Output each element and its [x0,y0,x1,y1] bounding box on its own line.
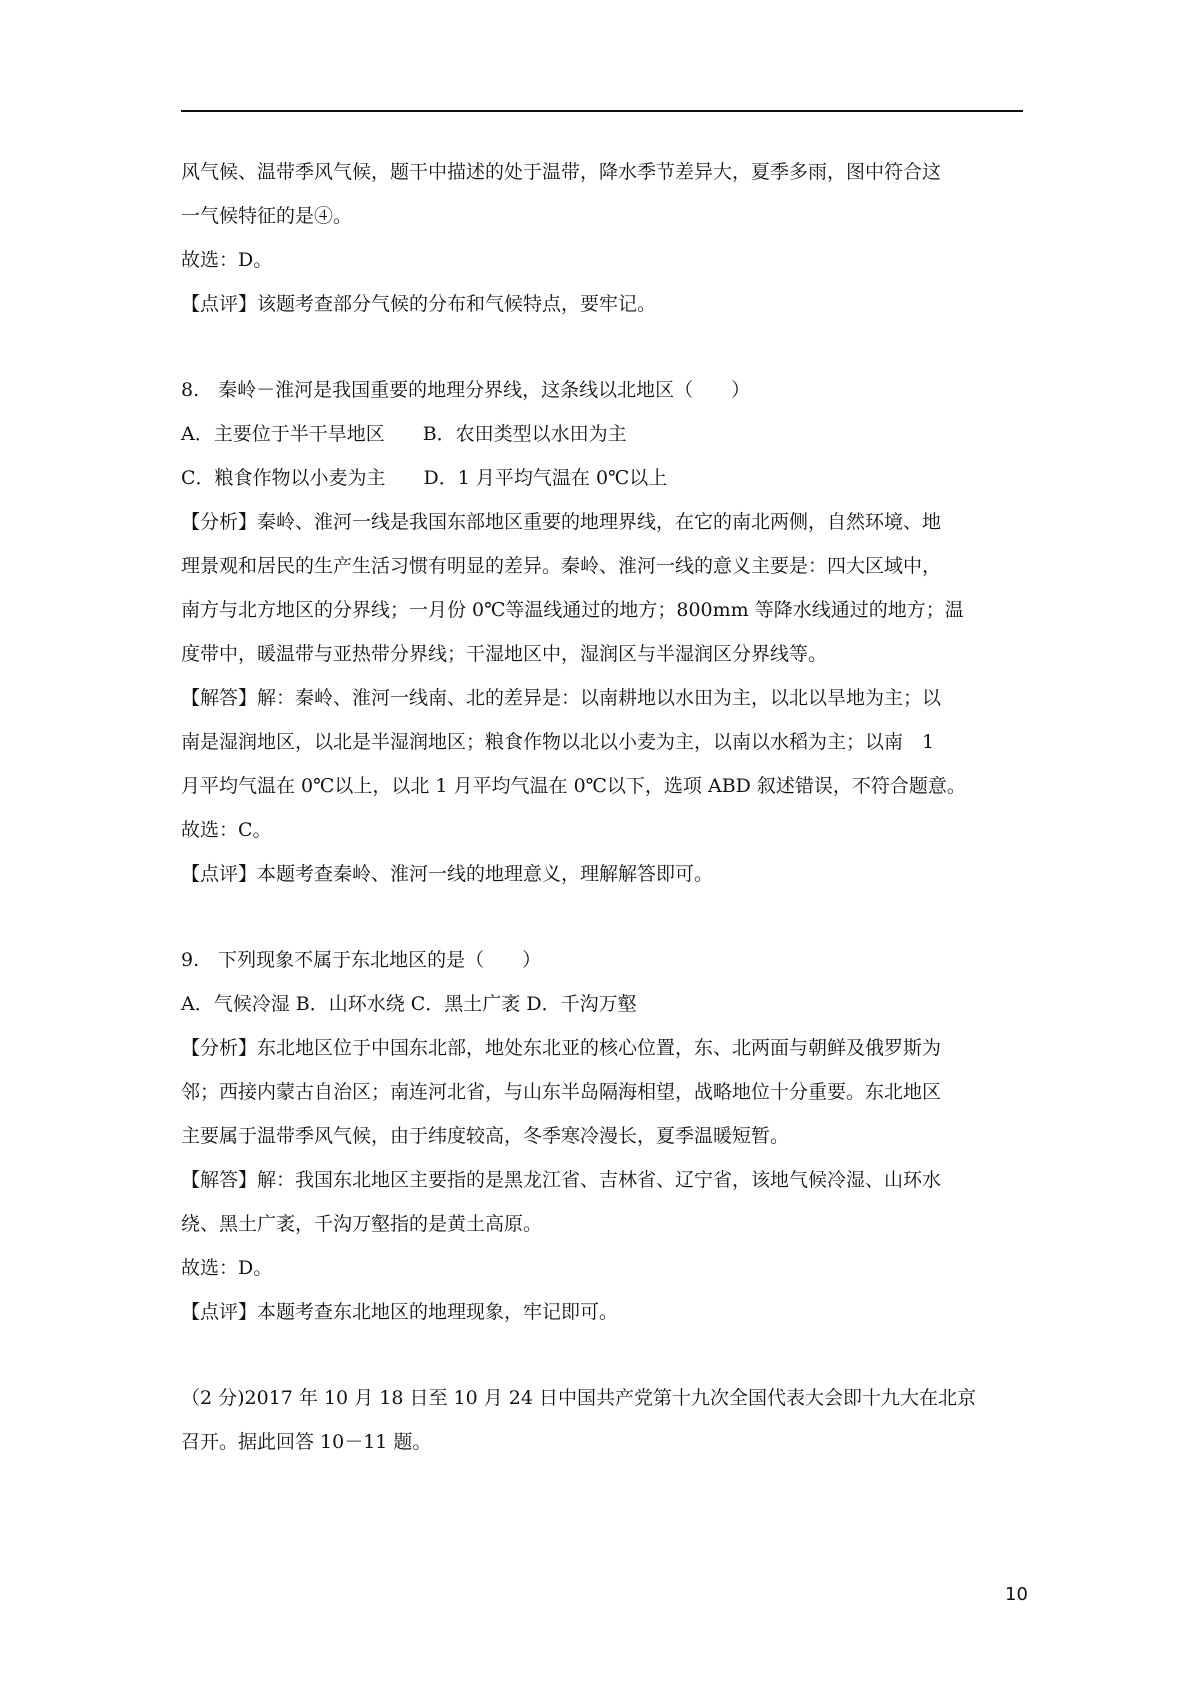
analysis-line: 理景观和居民的生产生活习惯有明显的差异。秦岭、淮河一线的意义主要是：四大区域中， [181,555,942,577]
question-stem: 9. 下列现象不属于东北地区的是（ ） [181,949,542,971]
intro-line: 召开。据此回答 10－11 题。 [181,1431,432,1453]
question-stem: 8. 秦岭－淮河是我国重要的地理分界线，这条线以北地区（ ） [181,379,751,401]
text-line: 一气候特征的是④。 [181,205,353,227]
options-line: A．气候冷湿 B．山环水绕 C．黑土广袤 D．千沟万壑 [181,993,637,1015]
analysis-line: 主要属于温带季风气候，由于纬度较高，冬季寒冷漫长，夏季温暖短暂。 [181,1125,790,1147]
solution-line: 【解答】解：我国东北地区主要指的是黑龙江省、吉林省、辽宁省，该地气候冷湿、山环水 [181,1169,942,1191]
comment-line: 【点评】本题考查东北地区的地理现象，牢记即可。 [181,1301,619,1323]
answer-choice: 故选：D。 [181,1257,273,1279]
header-rule [181,110,1023,112]
page-number: 10 [1005,1584,1028,1605]
question-9 [181,938,1026,1334]
analysis-line: 【分析】秦岭、淮河一线是我国东部地区重要的地理界线，在它的南北两侧，自然环境、地 [181,511,942,533]
text-line: 风气候、温带季风气候，题干中描述的处于温带，降水季节差异大，夏季多雨，图中符合这 [181,161,942,183]
comment-line: 【点评】本题考查秦岭、淮河一线的地理意义，理解解答即可。 [181,863,714,885]
answer-choice: 故选：D。 [181,249,273,271]
options-line: A．主要位于半干旱地区 B．农田类型以水田为主 [181,423,627,445]
answer-choice: 故选：C。 [181,819,272,841]
solution-line: 南是湿润地区，以北是半湿润地区；粮食作物以北以小麦为主，以南以水稻为主；以南 1 [181,731,935,753]
document-body [181,150,1026,1464]
analysis-line: 度带中，暖温带与亚热带分界线；干湿地区中，湿润区与半湿润区分界线等。 [181,643,828,665]
solution-line: 【解答】解：秦岭、淮河一线南、北的差异是：以南耕地以水田为主，以北以旱地为主；以 [181,687,942,709]
intro-line: （2 分)2017 年 10 月 18 日至 10 月 24 日中国共产党第十九次全国代表大会即十九大在北京 [181,1387,976,1409]
solution-line: 月平均气温在 0℃以上，以北 1 月平均气温在 0℃以下，选项 ABD 叙述错误，不符合题意。 [181,775,966,797]
question-8 [181,368,1026,896]
options-line: C．粮食作物以小麦为主 D．1 月平均气温在 0℃以上 [181,467,668,489]
comment-line: 【点评】该题考查部分气候的分布和气候特点，要牢记。 [181,293,657,315]
previous-answer-section [181,150,1026,326]
analysis-line: 南方与北方地区的分界线；一月份 0℃等温线通过的地方；800mm 等降水线通过的地方；温 [181,599,964,621]
questions-10-11-intro [181,1376,1026,1464]
analysis-line: 邻；西接内蒙古自治区；南连河北省，与山东半岛隔海相望，战略地位十分重要。东北地区 [181,1081,942,1103]
analysis-line: 【分析】东北地区位于中国东北部，地处东北亚的核心位置，东、北两面与朝鲜及俄罗斯为 [181,1037,942,1059]
solution-line: 绕、黑土广袤，千沟万壑指的是黄土高原。 [181,1213,543,1235]
